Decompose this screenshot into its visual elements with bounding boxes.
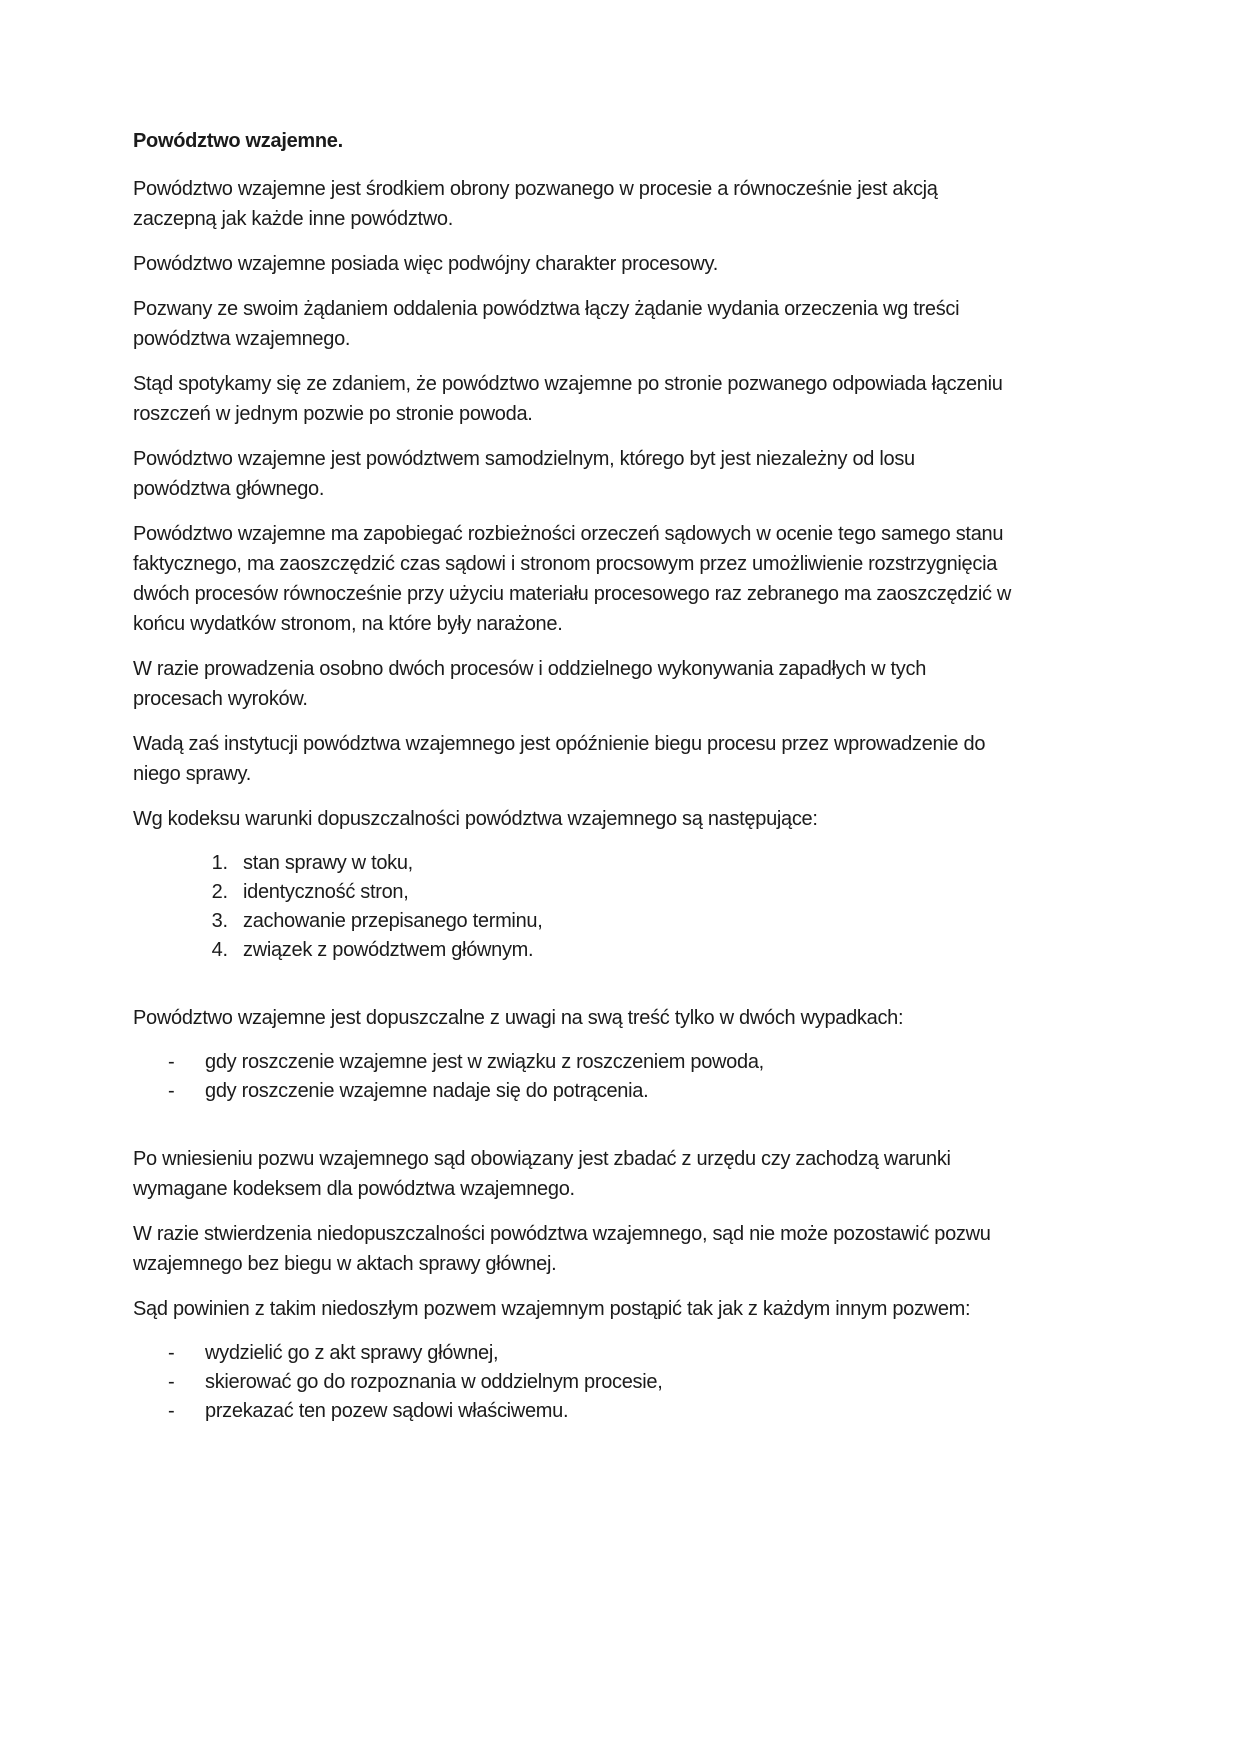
- paragraph: Stąd spotykamy się ze zdaniem, że powództwo wzajemne po stronie pozwanego odpowiada łączeniu roszczeń w jednym pozwie po stronie powoda.: [133, 373, 1003, 425]
- list-item: - przekazać ten pozew sądowi właściwemu.: [205, 1397, 1013, 1426]
- paragraph: Powództwo wzajemne jest powództwem samodzielnym, którego byt jest niezależny od losu powództwa głównego.: [133, 448, 915, 500]
- document-title: Powództwo wzajemne.: [133, 130, 343, 152]
- paragraph: W razie stwierdzenia niedopuszczalności powództwa wzajemnego, sąd nie może pozostawić pozwu wzajemnego bez biegu w aktach sprawy głównej.: [133, 1223, 991, 1275]
- paragraph: Powództwo wzajemne jest dopuszczalne z uwagi na swą treść tylko w dwóch wypadkach:: [133, 1007, 904, 1029]
- list-item: 4. związek z powództwem głównym.: [233, 936, 1013, 965]
- paragraph: Wg kodeksu warunki dopuszczalności powództwa wzajemnego są następujące:: [133, 808, 818, 830]
- paragraph: Powództwo wzajemne jest środkiem obrony pozwanego w procesie a równocześnie jest akcją zaczepną jak każde inne powództwo.: [133, 178, 938, 230]
- list-item: - gdy roszczenie wzajemne jest w związku z roszczeniem powoda,: [205, 1048, 1013, 1077]
- list-item: 1. stan sprawy w toku,: [233, 849, 1013, 878]
- list-item: - wydzielić go z akt sprawy głównej,: [205, 1339, 1013, 1368]
- paragraph: W razie prowadzenia osobno dwóch procesów i oddzielnego wykonywania zapadłych w tych procesach wyroków.: [133, 658, 927, 710]
- actions-dash-list: [133, 1339, 1013, 1426]
- list-item: - skierować go do rozpoznania w oddzielnym procesie,: [205, 1368, 1013, 1397]
- paragraph: Wadą zaś instytucji powództwa wzajemnego jest opóźnienie biegu procesu przez wprowadzenie do niego sprawy.: [133, 733, 986, 785]
- paragraph: Powództwo wzajemne posiada więc podwójny charakter procesowy.: [133, 253, 718, 275]
- paragraph: Po wniesieniu pozwu wzajemnego sąd obowiązany jest zbadać z urzędu czy zachodzą warunki wymagane kodeksem dla powództwa wzajemnego.: [133, 1148, 951, 1200]
- paragraph: Powództwo wzajemne ma zapobiegać rozbieżności orzeczeń sądowych w ocenie tego samego stanu faktycznego, ma zaoszczędzić czas sądowi i stronom procsowym przez umożliwienie rozstrzygnięcia dwóch procesów równocześnie przy użyciu materiału procesowego raz zebranego ma zaoszczędzić w końcu wydatków stronom, na które były narażone.: [133, 523, 1012, 635]
- paragraph: Pozwany ze swoim żądaniem oddalenia powództwa łączy żądanie wydania orzeczenia wg treści powództwa wzajemnego.: [133, 298, 960, 350]
- list-item: 2. identyczność stron,: [233, 878, 1013, 907]
- list-item: - gdy roszczenie wzajemne nadaje się do potrącenia.: [205, 1077, 1013, 1106]
- cases-dash-list: [133, 1048, 1013, 1106]
- document-body: [133, 126, 1013, 1426]
- list-item: 3. zachowanie przepisanego terminu,: [233, 907, 1013, 936]
- paragraph: Sąd powinien z takim niedoszłym pozwem wzajemnym postąpić tak jak z każdym innym pozwem:: [133, 1298, 971, 1320]
- conditions-numbered-list: [133, 849, 1013, 965]
